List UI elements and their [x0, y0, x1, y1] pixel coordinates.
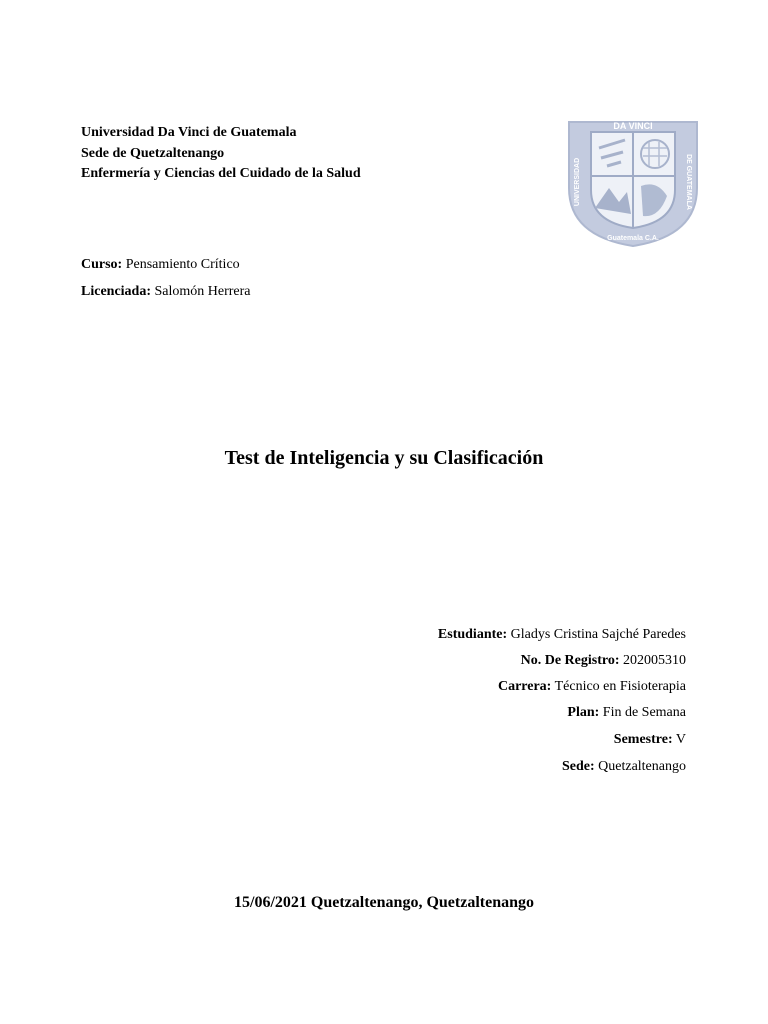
career-value: Técnico en Fisioterapia	[554, 679, 686, 694]
campus-line	[562, 759, 686, 775]
instructor-value: Salomón Herrera	[154, 284, 251, 299]
campus-label: Sede:	[561, 759, 595, 774]
plan-value: Fin de Semana	[602, 705, 686, 720]
university-logo	[563, 118, 703, 250]
university-seal-icon	[563, 118, 703, 250]
course-line	[81, 257, 240, 273]
plan-label: Plan:	[567, 705, 600, 720]
institution-header	[81, 123, 361, 185]
document-title: Test de Inteligencia y su Clasificación	[224, 447, 544, 469]
campus-name: Sede de Quetzaltenango	[81, 145, 225, 161]
logo-top-text: DA VINCI	[613, 121, 653, 131]
registration-line	[521, 653, 686, 669]
semester-line	[614, 732, 686, 748]
logo-left-text: UNIVERSIDAD	[574, 157, 581, 207]
instructor-line	[81, 284, 251, 300]
course-value: Pensamiento Crítico	[125, 257, 240, 272]
registration-label: No. De Registro:	[520, 653, 620, 668]
course-label: Curso:	[81, 257, 123, 272]
career-line	[498, 679, 686, 695]
university-name: Universidad Da Vinci de Guatemala	[81, 125, 297, 140]
plan-line	[567, 705, 686, 721]
semester-value: V	[675, 732, 686, 747]
logo-right-text: DE GUATEMALA	[685, 154, 692, 210]
student-line	[438, 627, 686, 643]
faculty-name: Enfermería y Ciencias del Cuidado de la Salud	[81, 166, 361, 181]
student-label: Estudiante:	[437, 627, 508, 642]
campus-value: Quetzaltenango	[598, 759, 686, 774]
career-label: Carrera:	[497, 679, 552, 694]
instructor-label: Licenciada:	[81, 284, 151, 299]
semester-label: Semestre:	[613, 732, 673, 747]
registration-value: 202005310	[623, 653, 686, 668]
student-value: Gladys Cristina Sajché Paredes	[510, 627, 686, 642]
logo-bottom-text: Guatemala C.A.	[607, 235, 659, 242]
date-place-footer: 15/06/2021 Quetzaltenango, Quetzaltenango	[234, 894, 534, 911]
